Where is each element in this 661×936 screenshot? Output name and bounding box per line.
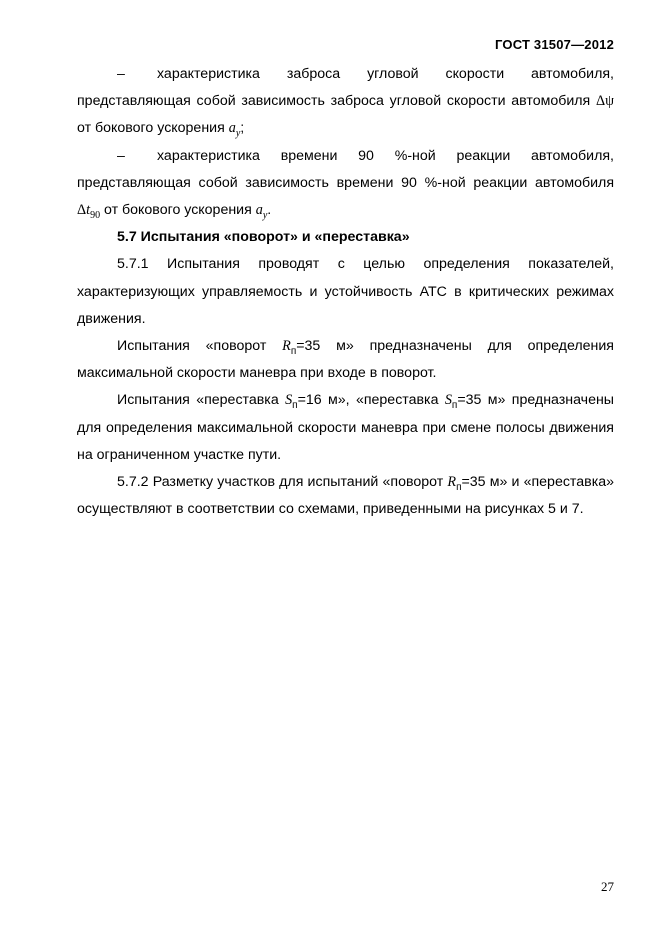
paragraph: [77, 387, 614, 469]
paragraph: 5.7.1 Испытания проводят с целью определения показателей, характеризующих управляемость и устойчивость АТС в критических режимах движения.: [77, 256, 614, 327]
math-symbol: Δψ: [595, 93, 614, 110]
math-subscript: 90: [90, 209, 101, 221]
paragraph-text: =35 м» и «переставка» осуществляют в соответствии со схемами, приведенными на рисунках 5 и 7.: [77, 474, 615, 518]
math-variable: S: [444, 392, 452, 409]
list-item-text: от бокового ускорения: [100, 202, 256, 219]
paragraph: [77, 469, 614, 523]
list-item-text: характеристика времени 90 %-ной реакции автомобиля, представляющая собой зависимость времени 90 %-ной реакции автомобиля: [77, 147, 614, 191]
math-variable: a: [228, 120, 236, 137]
math-variable: S: [285, 392, 293, 409]
page-body: [77, 61, 614, 523]
math-subscript: y: [235, 128, 241, 140]
math-subscript: п: [451, 400, 458, 412]
paragraph-text: =35 м» предназначены для определения максимальной скорости маневра при входе в поворот.: [77, 338, 614, 382]
list-item-text: от бокового ускорения: [77, 120, 229, 137]
list-item-text: характеристика заброса угловой скорости автомобиля, представляющая собой зависимость заброса угловой скорости автомобиля: [77, 66, 614, 110]
math-variable: t: [86, 202, 91, 219]
list-item: [77, 61, 614, 143]
math-variable: R: [282, 338, 291, 355]
document-code-header: ГОСТ 31507—2012: [495, 37, 614, 52]
list-dash: –: [117, 147, 125, 164]
paragraph-text: Испытания «переставка: [117, 392, 286, 409]
math-subscript: y: [262, 209, 268, 221]
paragraph-text: Испытания «поворот: [117, 338, 283, 355]
list-item: [77, 143, 614, 225]
paragraph-text: =35 м» предназначены для определения максимальной скорости маневра при смене полосы движения на ограниченном участке пути.: [77, 392, 614, 463]
math-subscript: п: [290, 345, 297, 357]
paragraph-text: 5.7.2 Разметку участков для испытаний «поворот: [117, 474, 448, 491]
list-item-end: .: [267, 202, 272, 219]
section-heading: 5.7 Испытания «поворот» и «переставка»: [117, 229, 410, 246]
list-dash: –: [117, 66, 125, 82]
math-variable: a: [255, 202, 263, 219]
paragraph-text: =16 м», «переставка: [297, 392, 445, 409]
math-subscript: п: [292, 400, 298, 412]
math-symbol: Δ: [77, 202, 87, 219]
math-variable: R: [447, 474, 457, 491]
page-number: 27: [601, 879, 614, 894]
list-item-end: ;: [240, 120, 245, 137]
paragraph: [77, 333, 614, 387]
math-subscript: п: [456, 481, 462, 493]
